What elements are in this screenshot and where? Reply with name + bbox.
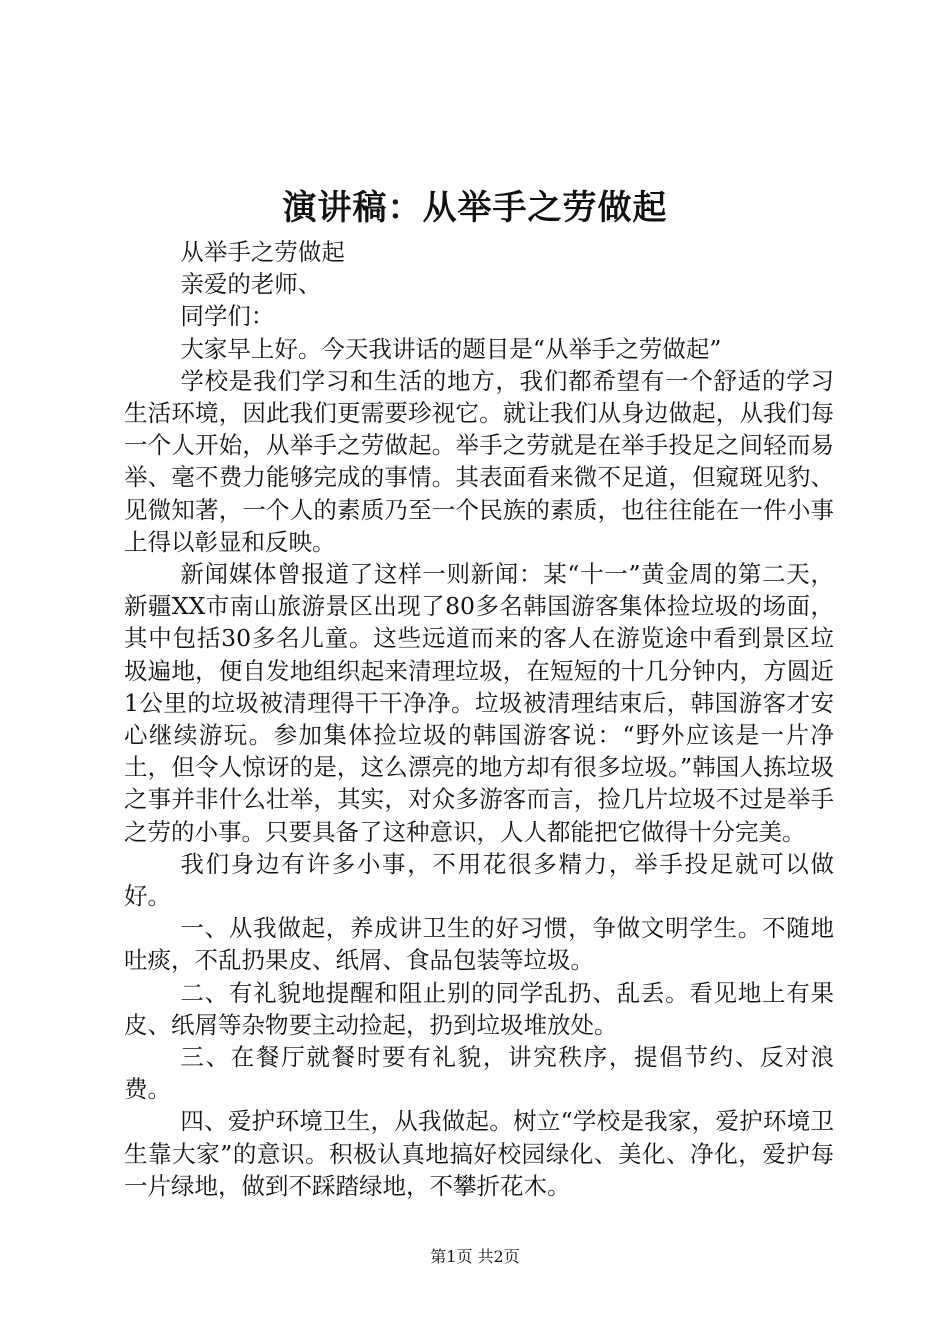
paragraph: 二、有礼貌地提醒和阻止别的同学乱扔、乱丢。看见地上有果皮、纸屑等杂物要主动捡起，扔到垃圾堆放处。	[124, 978, 834, 1039]
paragraph: 新闻媒体曾报道了这样一则新闻：某“十一”黄金周的第二天，新疆XX市南山旅游景区出现了80多名韩国游客集体捡垃圾的场面，其中包括30多名儿童。这些远道而来的客人在游览途中看到景区垃圾遍地，便自发地组织起来清理垃圾，在短短的十几分钟内，方圆近1公里的垃圾被清理得干干净净。垃圾被清理结束后，韩国游客才安心继续游玩。参加集体捡垃圾的韩国游客说：“野外应该是一片净土，但令人惊讶的是，这么漂亮的地方却有很多垃圾。”韩国人拣垃圾之事并非什么壮举，其实，对众多游客而言，捡几片垃圾不过是举手之劳的小事。只要具备了这种意识，人人都能把它做得十分完美。	[124, 560, 834, 846]
paragraph: 亲爱的老师、	[180, 270, 322, 299]
paragraph: 一、从我做起，养成讲卫生的好习惯，争做文明学生。不随地吐痰，不乱扔果皮、纸屑、食品包装等垃圾。	[124, 914, 834, 975]
page-footer: 第1页 共2页	[430, 1247, 520, 1266]
paragraph: 同学们：	[180, 302, 275, 331]
paragraph: 四、爱护环境卫生，从我做起。树立“学校是我家，爱护环境卫生靠大家”的意识。积极认真地搞好校园绿化、美化、净化，爱护每一片绿地，做到不踩踏绿地，不攀折花木。	[124, 1107, 834, 1200]
paragraph: 我们身边有许多小事，不用花很多精力，举手投足就可以做好。	[124, 849, 834, 911]
document-body	[124, 236, 834, 1202]
paragraph: 大家早上好。今天我讲话的题目是“从举手之劳做起”	[180, 334, 722, 363]
paragraph: 学校是我们学习和生活的地方，我们都希望有一个舒适的学习生活环境，因此我们更需要珍视它。就让我们从身边做起，从我们每一个人开始，从举手之劳做起。举手之劳就是在举手投足之间轻而易举、毫不费力能够完成的事情。其表面看来微不足道，但窥斑见豹、见微知著，一个人的素质乃至一个民族的素质，也往往能在一件小事上得以彰显和反映。	[124, 366, 834, 556]
paragraph: 从举手之劳做起	[180, 238, 345, 266]
page-title: 演讲稿：从举手之劳做起	[282, 188, 668, 228]
paragraph: 三、在餐厅就餐时要有礼貌，讲究秩序，提倡节约、反对浪费。	[124, 1043, 834, 1104]
